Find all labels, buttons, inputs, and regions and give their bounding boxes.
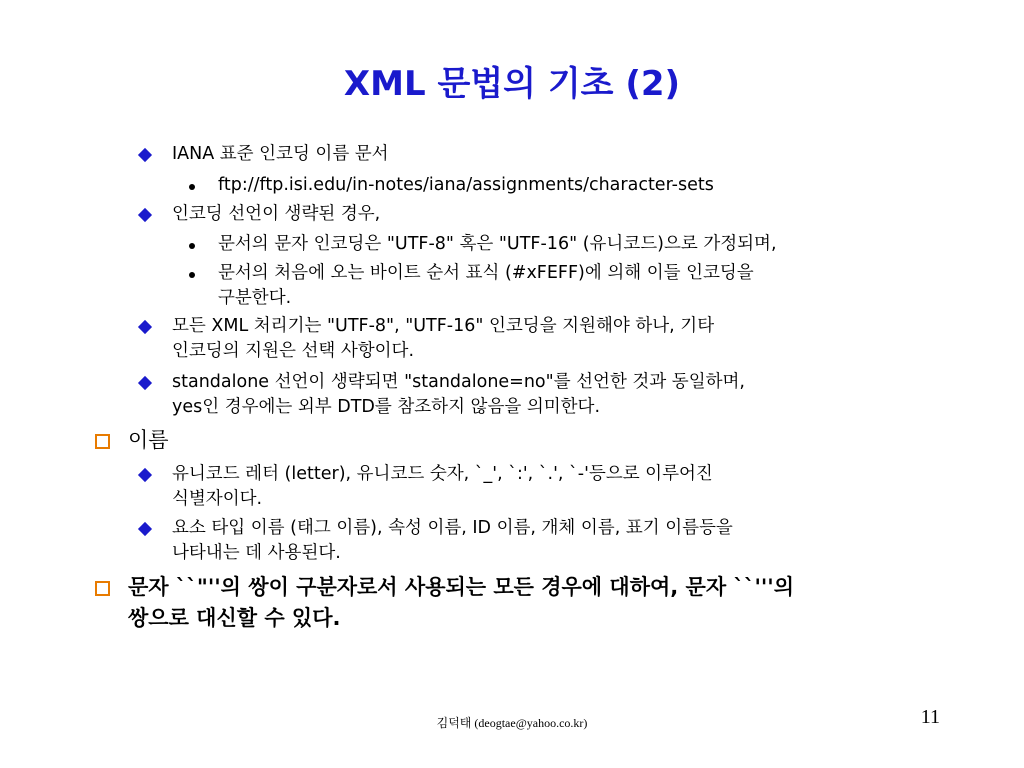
bullet-bom-line2: 구분한다. [218, 288, 292, 308]
square-bullet-icon [95, 581, 110, 596]
dot-bullet-icon [189, 243, 195, 249]
dot-bullet-icon [189, 272, 195, 278]
footer-author: 김덕태 (deogtae@yahoo.co.kr) [436, 716, 588, 730]
bullet-iana-url: ftp://ftp.isi.edu/in-notes/iana/assignments/character-sets [218, 175, 714, 195]
bullet-standalone-line1: standalone 선언이 생략되면 "standalone=no"를 선언한 것과 동일하며, [172, 372, 745, 392]
bullet-processors-line1: 모든 XML 처리기는 "UTF-8", "UTF-16" 인코딩을 지원해야 하나, 기타 [172, 316, 715, 336]
bullet-default-encoding: 문서의 문자 인코딩은 "UTF-8" 혹은 "UTF-16" (유니코드)으로 가정되며, [218, 234, 777, 254]
diamond-bullet-icon [138, 468, 152, 482]
bullet-name-usage-line2: 나타내는 데 사용된다. [172, 543, 341, 563]
bullet-quote-line2: 쌍으로 대신할 수 있다. [128, 606, 341, 630]
bullet-encoding-declaration: 인코딩 선언이 생략된 경우, [172, 204, 381, 224]
bullet-processors-line2: 인코딩의 지원은 선택 사항이다. [172, 341, 415, 361]
bullet-names-line2: 식별자이다. [172, 489, 263, 509]
diamond-bullet-icon [138, 148, 152, 162]
diamond-bullet-icon [138, 376, 152, 390]
diamond-bullet-icon [138, 208, 152, 222]
bullet-iana: IANA 표준 인코딩 이름 문서 [172, 144, 389, 164]
diamond-bullet-icon [138, 522, 152, 536]
bullet-quote-line1: 문자 ``"''의 쌍이 구분자로서 사용되는 모든 경우에 대하여, 문자 ``'''의 [128, 575, 795, 599]
page-number: 11 [920, 706, 940, 728]
bullet-name-usage-line1: 요소 타입 이름 (태그 이름), 속성 이름, ID 이름, 개체 이름, 표기 이름등을 [172, 518, 733, 538]
bullet-standalone-line2: yes인 경우에는 외부 DTD를 참조하지 않음을 의미한다. [172, 397, 601, 417]
diamond-bullet-icon [138, 320, 152, 334]
dot-bullet-icon [189, 184, 195, 190]
bullet-names-line1: 유니코드 레터 (letter), 유니코드 숫자, `_', `:', `.', `-'등으로 이루어진 [172, 464, 713, 484]
slide-title: XML 문법의 기초 (2) [343, 64, 681, 104]
heading-names: 이름 [128, 428, 169, 452]
square-bullet-icon [95, 434, 110, 449]
bullet-bom-line1: 문서의 처음에 오는 바이트 순서 표식 (#xFEFF)에 의해 이들 인코딩을 [218, 263, 754, 283]
